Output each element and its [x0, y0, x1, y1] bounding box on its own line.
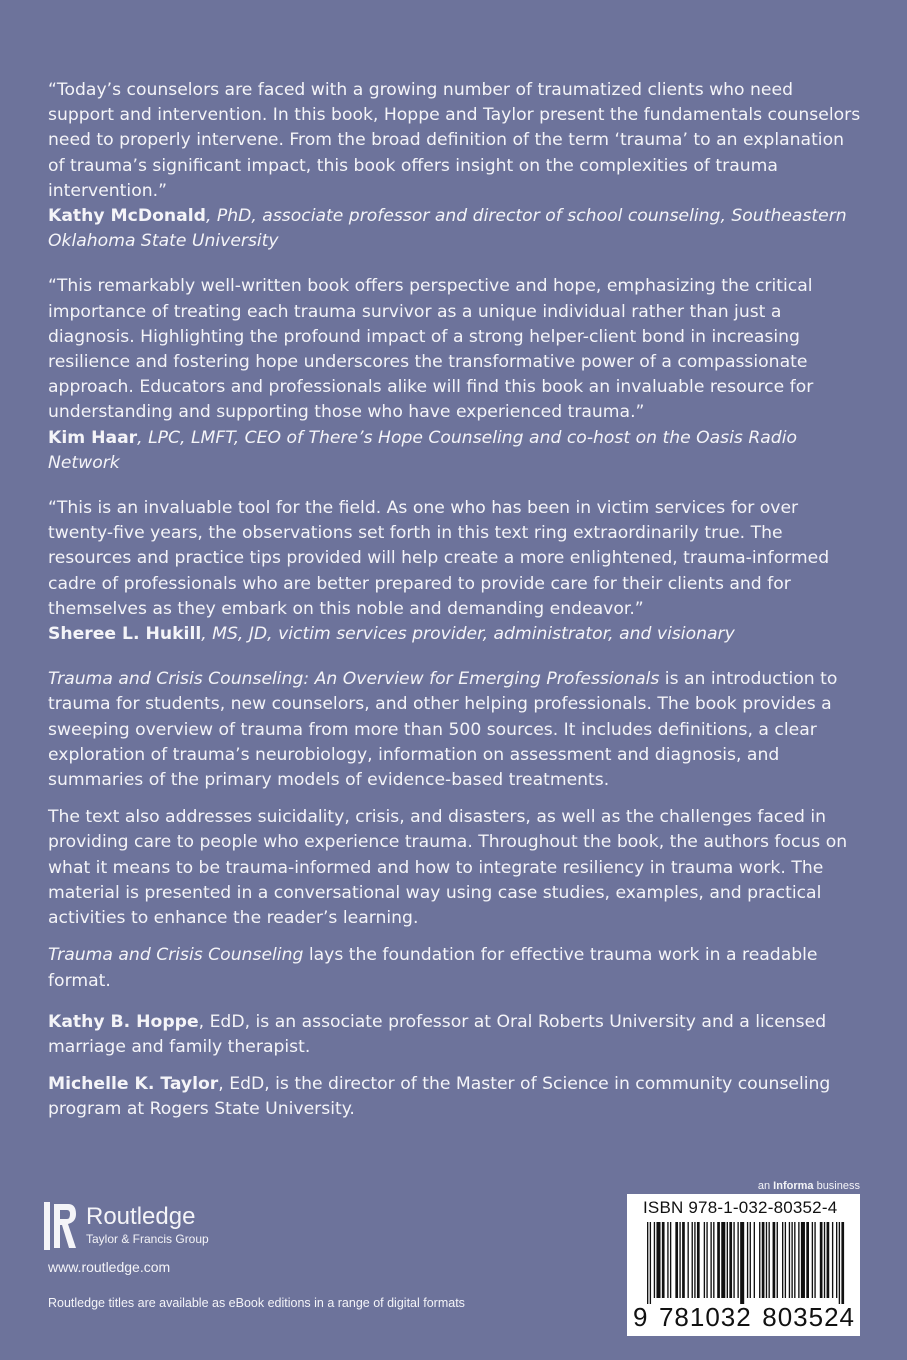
description-paragraph-3: [48, 943, 863, 993]
author-name: Michelle K. Taylor: [48, 1074, 219, 1095]
description-text: lays the foundation for effective trauma work in a readable format.: [48, 945, 818, 991]
barcode-bar: [769, 1222, 770, 1298]
barcode-bar: [694, 1222, 695, 1298]
barcode-bar: [806, 1222, 809, 1298]
book-title-short: Trauma and Crisis Counseling: [48, 945, 304, 966]
barcode-bars: [633, 1222, 855, 1304]
barcode-bar: [662, 1222, 665, 1298]
endorsement-3: [48, 496, 863, 647]
endorser-name: Kim Haar: [48, 427, 138, 448]
barcode-bar: [747, 1222, 748, 1298]
barcode-digit-group-1: 781032: [658, 1302, 752, 1332]
barcode-bar: [754, 1222, 755, 1298]
barcode-bar: [777, 1222, 778, 1298]
informa-prefix: an: [757, 1180, 774, 1192]
barcode-bar: [692, 1222, 693, 1298]
barcode-bar: [713, 1222, 714, 1298]
routledge-logo-icon: [42, 1200, 80, 1252]
endorsement-attribution: [48, 426, 863, 476]
barcode-bar: [688, 1222, 689, 1298]
barcode-bar: [729, 1222, 732, 1298]
barcode-bar: [704, 1222, 705, 1298]
endorser-credentials: , PhD, associate professor and director of school counseling, Southeastern Oklahoma State University: [48, 206, 847, 252]
barcode-bar: [647, 1222, 648, 1304]
description-paragraph-2: The text also addresses suicidality, crisis, and disasters, as well as the challenges faced in providing care to people who experience trauma. Throughout the book, the authors focus on what it means to be trauma-informed and how to integrate resiliency in trauma work. The material is presented in a conversational way using case studies, examples, and practical activities to enhance the reader’s learning.: [48, 807, 848, 929]
barcode-bar: [710, 1222, 711, 1298]
barcode-bar: [773, 1222, 776, 1298]
barcode-bar: [717, 1222, 720, 1298]
publisher-logo: [42, 1200, 209, 1252]
barcode-bar: [766, 1222, 767, 1298]
back-cover-text: [48, 78, 863, 1135]
barcode-bar: [762, 1222, 765, 1298]
barcode-bar: [675, 1222, 678, 1298]
endorser-credentials: , MS, JD, victim services provider, administrator, and visionary: [201, 624, 735, 645]
publisher-website[interactable]: www.routledge.com: [48, 1259, 171, 1275]
informa-brand: Informa: [773, 1180, 814, 1192]
barcode-bar: [759, 1222, 760, 1298]
author-bio-2: [48, 1072, 863, 1122]
endorser-name: Sheree L. Hukill: [48, 624, 202, 645]
endorsement-quote: “This remarkably well-written book offers perspective and hope, emphasizing the critical importance of treating each trauma survivor as a unique individual rather than just a diagnosis. Highlighting the profound impact of a strong helper-client bond in increasing resilience and fostering hope underscores the transformative power of a compassionate approach. Educators and professionals alike will find this book an invaluable resource for understanding and supporting those who have experienced trauma.”: [48, 276, 814, 423]
isbn-barcode: [627, 1194, 860, 1336]
barcode-bar: [801, 1222, 805, 1298]
barcode-bar: [650, 1222, 651, 1304]
barcode-bar: [791, 1222, 792, 1298]
barcode-bar: [697, 1222, 700, 1298]
barcode-bar: [798, 1222, 799, 1298]
barcode-bar: [679, 1222, 680, 1298]
informa-suffix: business: [813, 1180, 860, 1192]
publisher-group: Taylor & Francis Group: [86, 1232, 209, 1246]
barcode-digit-lead: 9: [633, 1302, 649, 1332]
barcode-bar: [656, 1222, 660, 1298]
barcode-bar: [836, 1222, 837, 1298]
endorser-credentials: , LPC, LMFT, CEO of There’s Hope Counseling and co-host on the Oasis Radio Network: [48, 427, 798, 473]
barcode-bar: [824, 1222, 825, 1298]
barcode-bar: [839, 1222, 840, 1304]
barcode-bar: [832, 1222, 833, 1298]
author-name: Kathy B. Hoppe: [48, 1011, 199, 1032]
endorsement-quote: “Today’s counselors are faced with a growing number of traumatized clients who need support and intervention. In this book, Hoppe and Taylor present the fundamentals counselors need to properly intervene. From the broad definition of the term ‘trauma’ to an explanation of trauma’s significant impact, this book offers insight on the complexities of trauma intervention.”: [48, 80, 861, 201]
barcode-bar: [706, 1222, 707, 1298]
barcode-bar: [670, 1222, 671, 1298]
endorser-name: Kathy McDonald: [48, 206, 206, 227]
barcode-bar: [667, 1222, 668, 1298]
barcode-digit-group-2: 803524: [762, 1302, 855, 1332]
endorsement-attribution: [48, 204, 863, 254]
barcode-bar: [785, 1222, 786, 1298]
endorsement-2: [48, 274, 863, 476]
barcode-bar: [721, 1222, 725, 1298]
barcode-bar: [782, 1222, 783, 1298]
barcode-bar: [827, 1222, 830, 1298]
barcode-bar: [654, 1222, 655, 1298]
barcode-bar: [727, 1222, 728, 1298]
author-bio-text: , EdD, is the director of the Master of Science in community counseling program at Rogers State University.: [48, 1074, 831, 1120]
description-paragraph-1: [48, 667, 863, 793]
barcode-bar: [750, 1222, 751, 1298]
author-bio-1: [48, 1010, 863, 1060]
barcode-bar: [814, 1222, 815, 1298]
barcode-bar: [737, 1222, 738, 1298]
barcode-bar: [794, 1222, 795, 1298]
endorsement-1: [48, 78, 863, 254]
barcode-bar: [740, 1222, 744, 1304]
ebook-note: Routledge titles are available as eBook editions in a range of digital formats: [48, 1296, 465, 1310]
barcode-bar: [682, 1222, 685, 1298]
barcode-bar: [841, 1222, 844, 1304]
book-title: Trauma and Crisis Counseling: An Overview for Emerging Professionals: [48, 669, 660, 690]
barcode-bar: [820, 1222, 823, 1298]
informa-business-label: [758, 1180, 860, 1192]
isbn-label: ISBN 978-1-032-80352-4: [643, 1198, 838, 1217]
barcode-bar: [812, 1222, 813, 1298]
barcode-bar: [789, 1222, 790, 1298]
barcode-digits: [633, 1302, 855, 1333]
endorsement-attribution: [48, 622, 863, 647]
description-text: is an introduction to trauma for students, new counselors, and other helping professionals. The book provides a sweeping overview of trauma from more than 500 sources. It includes definitions, a clear exploration of trauma’s neurobiology, information on assessment and diagnosis, and summaries of the primary models of evidence-based treatments.: [48, 669, 838, 791]
author-bio-text: , EdD, is an associate professor at Oral Roberts University and a licensed marriage and family therapist.: [48, 1011, 827, 1057]
barcode-bar: [733, 1222, 734, 1298]
publisher-name: Routledge: [86, 1203, 196, 1230]
endorsement-quote: “This is an invaluable tool for the field. As one who has been in victim services for over twenty-five years, the observations set forth in this text ring extraordinarily true. The resources and practice tips provided will help create a more enlightened, trauma-informed cadre of professionals who are better prepared to provide care for their clients and for themselves as they embark on this noble and demanding endeavor.”: [48, 498, 830, 619]
